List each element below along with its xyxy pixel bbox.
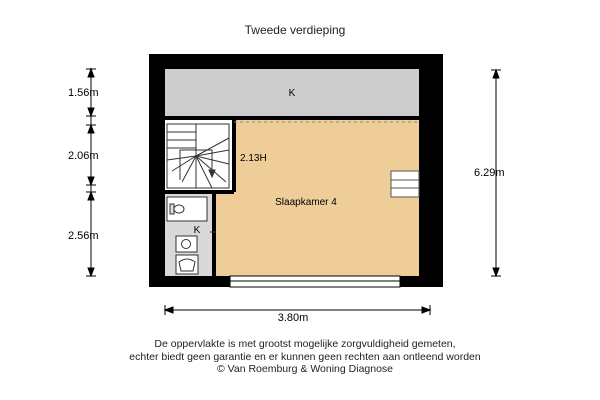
disclaimer xyxy=(0,338,600,376)
dimension-left-2: 2.06m xyxy=(68,150,99,162)
closet-wall xyxy=(212,194,215,276)
storage-wall xyxy=(165,116,419,120)
toilet-icon xyxy=(167,197,207,221)
closet-label: K xyxy=(193,225,201,236)
radiator-icon xyxy=(391,171,419,197)
hall-floor xyxy=(216,192,234,276)
ceiling-height-label: 2.13H xyxy=(240,153,267,164)
storage-label: K xyxy=(288,88,296,99)
disclaimer-line-1: De oppervlakte is met grootst mogelijke zorgvuldigheid gemeten, xyxy=(154,338,456,350)
floor-title: Tweede verdieping xyxy=(244,23,346,37)
dimension-left-3: 2.56m xyxy=(68,230,99,242)
dimension-left-1: 1.56m xyxy=(68,87,99,99)
window-icon xyxy=(230,276,400,287)
bedroom-label: Slaapkamer 4 xyxy=(275,197,337,208)
sink-icon xyxy=(176,255,198,274)
dimension-bottom-label: 3.80m xyxy=(277,312,309,324)
stair-wall-bottom xyxy=(165,190,234,194)
disclaimer-line-3: © Van Roemburg & Woning Diagnose xyxy=(216,363,394,375)
washing-machine-icon xyxy=(176,236,197,252)
dimension-left xyxy=(86,68,96,276)
dimension-right-label: 6.29m xyxy=(474,167,505,179)
disclaimer-line-2: echter biedt geen garantie en er kunnen geen rechten aan ontleend worden xyxy=(129,350,481,363)
stair-wall-right xyxy=(232,120,236,192)
